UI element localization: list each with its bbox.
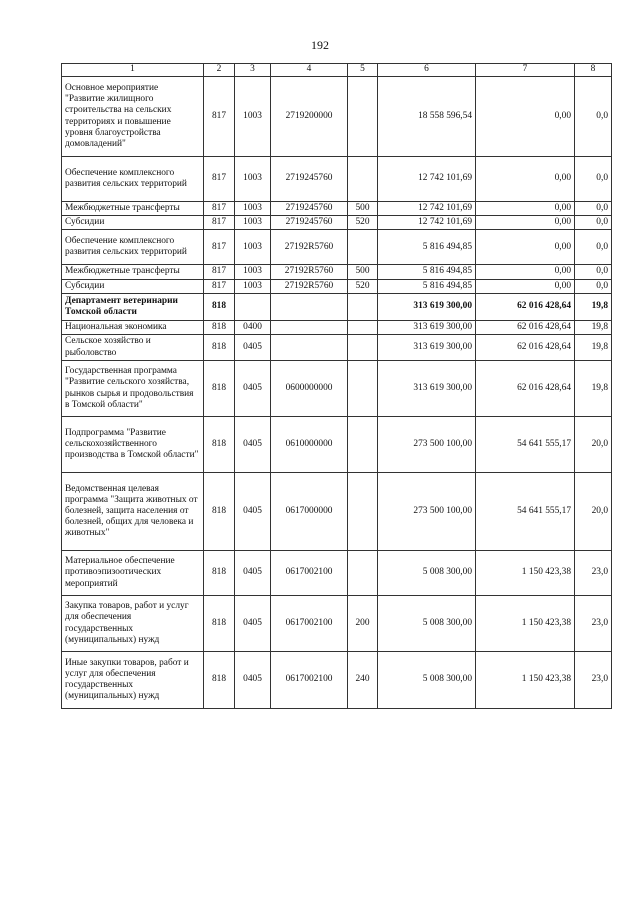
cell-expense-type: 500 <box>348 265 378 279</box>
cell-percent: 19,8 <box>575 293 612 320</box>
cell-percent: 0,0 <box>575 157 612 202</box>
cell-admin-code: 817 <box>204 230 235 265</box>
cell-actual-amount: 0,00 <box>476 279 575 293</box>
col-header: 2 <box>204 64 235 77</box>
cell-expense-type: 520 <box>348 279 378 293</box>
cell-percent: 19,8 <box>575 335 612 361</box>
cell-expense-type <box>348 361 378 417</box>
cell-name: Сельское хозяйство и рыболовство <box>62 335 204 361</box>
cell-admin-code: 817 <box>204 157 235 202</box>
table-row <box>62 279 612 293</box>
cell-plan-amount: 5 008 300,00 <box>378 596 476 652</box>
table-row <box>62 265 612 279</box>
cell-plan-amount: 12 742 101,69 <box>378 157 476 202</box>
cell-expense-type <box>348 417 378 473</box>
cell-section-code: 0405 <box>235 473 271 551</box>
cell-name: Основное мероприятие "Развитие жилищного строительства на сельских территориях и повышение уровня благоустройства домовладений" <box>62 77 204 157</box>
cell-admin-code: 818 <box>204 473 235 551</box>
table-row <box>62 320 612 334</box>
cell-section-code: 0405 <box>235 417 271 473</box>
cell-actual-amount: 1 150 423,38 <box>476 652 575 709</box>
cell-percent: 0,0 <box>575 216 612 230</box>
cell-actual-amount: 1 150 423,38 <box>476 596 575 652</box>
cell-target-code <box>271 335 348 361</box>
cell-plan-amount: 12 742 101,69 <box>378 216 476 230</box>
cell-target-code <box>271 293 348 320</box>
cell-section-code: 0405 <box>235 596 271 652</box>
col-header: 8 <box>575 64 612 77</box>
cell-section-code: 0405 <box>235 551 271 596</box>
cell-section-code: 0405 <box>235 652 271 709</box>
cell-plan-amount: 273 500 100,00 <box>378 417 476 473</box>
cell-expense-type <box>348 77 378 157</box>
cell-expense-type <box>348 473 378 551</box>
cell-expense-type: 240 <box>348 652 378 709</box>
cell-name: Материальное обеспечение противоэпизоотических мероприятий <box>62 551 204 596</box>
cell-name: Государственная программа "Развитие сельского хозяйства, рынков сырья и продовольствия в Томской области" <box>62 361 204 417</box>
cell-section-code: 1003 <box>235 202 271 216</box>
cell-percent: 23,0 <box>575 551 612 596</box>
cell-target-code: 0600000000 <box>271 361 348 417</box>
cell-name: Иные закупки товаров, работ и услуг для обеспечения государственных (муниципальных) нужд <box>62 652 204 709</box>
cell-actual-amount: 54 641 555,17 <box>476 417 575 473</box>
cell-target-code: 0617000000 <box>271 473 348 551</box>
cell-name: Межбюджетные трансферты <box>62 202 204 216</box>
cell-target-code: 27192R5760 <box>271 230 348 265</box>
cell-target-code: 2719245760 <box>271 202 348 216</box>
table-row <box>62 551 612 596</box>
cell-target-code: 0610000000 <box>271 417 348 473</box>
cell-target-code: 27192R5760 <box>271 265 348 279</box>
table-row <box>62 157 612 202</box>
table-row <box>62 335 612 361</box>
cell-admin-code: 817 <box>204 216 235 230</box>
table-row <box>62 77 612 157</box>
cell-plan-amount: 5 008 300,00 <box>378 652 476 709</box>
cell-percent: 23,0 <box>575 652 612 709</box>
cell-name: Ведомственная целевая программа "Защита животных от болезней, защита населения от болезней, общих для человека и животных" <box>62 473 204 551</box>
col-header: 3 <box>235 64 271 77</box>
cell-admin-code: 817 <box>204 265 235 279</box>
cell-name: Закупка товаров, работ и услуг для обеспечения государственных (муниципальных) нужд <box>62 596 204 652</box>
cell-expense-type <box>348 230 378 265</box>
cell-admin-code: 818 <box>204 652 235 709</box>
cell-name: Подпрограмма "Развитие сельскохозяйственного производства в Томской области" <box>62 417 204 473</box>
cell-target-code <box>271 320 348 334</box>
cell-name: Межбюджетные трансферты <box>62 265 204 279</box>
col-header: 4 <box>271 64 348 77</box>
cell-admin-code: 818 <box>204 335 235 361</box>
cell-actual-amount: 62 016 428,64 <box>476 293 575 320</box>
cell-actual-amount: 0,00 <box>476 157 575 202</box>
table-header-row <box>62 64 612 77</box>
cell-expense-type <box>348 293 378 320</box>
cell-expense-type: 200 <box>348 596 378 652</box>
cell-name: Субсидии <box>62 216 204 230</box>
cell-percent: 0,0 <box>575 230 612 265</box>
cell-admin-code: 817 <box>204 202 235 216</box>
cell-actual-amount: 62 016 428,64 <box>476 320 575 334</box>
col-header: 5 <box>348 64 378 77</box>
cell-admin-code: 817 <box>204 279 235 293</box>
cell-name: Субсидии <box>62 279 204 293</box>
cell-name: Департамент ветеринарии Томской области <box>62 293 204 320</box>
cell-expense-type: 520 <box>348 216 378 230</box>
page-number: 192 <box>311 38 329 52</box>
table-row <box>62 417 612 473</box>
col-header: 1 <box>62 64 204 77</box>
cell-actual-amount: 62 016 428,64 <box>476 361 575 417</box>
cell-plan-amount: 313 619 300,00 <box>378 293 476 320</box>
cell-plan-amount: 12 742 101,69 <box>378 202 476 216</box>
cell-target-code: 27192R5760 <box>271 279 348 293</box>
cell-target-code: 0617002100 <box>271 551 348 596</box>
cell-percent: 0,0 <box>575 265 612 279</box>
cell-expense-type <box>348 551 378 596</box>
cell-expense-type: 500 <box>348 202 378 216</box>
cell-target-code: 2719245760 <box>271 216 348 230</box>
cell-percent: 23,0 <box>575 596 612 652</box>
cell-target-code: 2719245760 <box>271 157 348 202</box>
cell-target-code: 0617002100 <box>271 652 348 709</box>
cell-plan-amount: 18 558 596,54 <box>378 77 476 157</box>
cell-target-code: 2719200000 <box>271 77 348 157</box>
cell-percent: 20,0 <box>575 417 612 473</box>
cell-actual-amount: 1 150 423,38 <box>476 551 575 596</box>
cell-admin-code: 818 <box>204 293 235 320</box>
cell-section-code: 1003 <box>235 230 271 265</box>
cell-percent: 20,0 <box>575 473 612 551</box>
cell-percent: 0,0 <box>575 279 612 293</box>
cell-admin-code: 818 <box>204 320 235 334</box>
cell-name: Национальная экономика <box>62 320 204 334</box>
table-row <box>62 361 612 417</box>
cell-target-code: 0617002100 <box>271 596 348 652</box>
cell-percent: 19,8 <box>575 361 612 417</box>
cell-plan-amount: 273 500 100,00 <box>378 473 476 551</box>
cell-expense-type <box>348 320 378 334</box>
table-row <box>62 473 612 551</box>
cell-section-code: 1003 <box>235 279 271 293</box>
cell-plan-amount: 313 619 300,00 <box>378 320 476 334</box>
table-row <box>62 216 612 230</box>
cell-expense-type <box>348 157 378 202</box>
table-row <box>62 230 612 265</box>
cell-actual-amount: 0,00 <box>476 202 575 216</box>
cell-section-code: 0405 <box>235 335 271 361</box>
table-row <box>62 652 612 709</box>
cell-section-code <box>235 293 271 320</box>
cell-actual-amount: 54 641 555,17 <box>476 473 575 551</box>
cell-name: Обеспечение комплексного развития сельских территорий <box>62 230 204 265</box>
cell-admin-code: 818 <box>204 551 235 596</box>
cell-plan-amount: 5 816 494,85 <box>378 265 476 279</box>
cell-actual-amount: 0,00 <box>476 216 575 230</box>
col-header: 6 <box>378 64 476 77</box>
table-body <box>62 77 612 709</box>
cell-section-code: 1003 <box>235 265 271 279</box>
cell-actual-amount: 0,00 <box>476 77 575 157</box>
cell-admin-code: 818 <box>204 417 235 473</box>
cell-name: Обеспечение комплексного развития сельских территорий <box>62 157 204 202</box>
cell-section-code: 1003 <box>235 157 271 202</box>
cell-admin-code: 818 <box>204 596 235 652</box>
cell-actual-amount: 0,00 <box>476 265 575 279</box>
cell-expense-type <box>348 335 378 361</box>
budget-table <box>61 63 612 709</box>
cell-admin-code: 818 <box>204 361 235 417</box>
cell-admin-code: 817 <box>204 77 235 157</box>
cell-plan-amount: 5 008 300,00 <box>378 551 476 596</box>
col-header: 7 <box>476 64 575 77</box>
cell-percent: 19,8 <box>575 320 612 334</box>
cell-actual-amount: 0,00 <box>476 230 575 265</box>
cell-section-code: 1003 <box>235 216 271 230</box>
table-row <box>62 293 612 320</box>
cell-section-code: 0405 <box>235 361 271 417</box>
cell-plan-amount: 313 619 300,00 <box>378 335 476 361</box>
cell-plan-amount: 313 619 300,00 <box>378 361 476 417</box>
cell-plan-amount: 5 816 494,85 <box>378 230 476 265</box>
cell-percent: 0,0 <box>575 202 612 216</box>
cell-percent: 0,0 <box>575 77 612 157</box>
table-row <box>62 202 612 216</box>
cell-section-code: 0400 <box>235 320 271 334</box>
cell-section-code: 1003 <box>235 77 271 157</box>
cell-plan-amount: 5 816 494,85 <box>378 279 476 293</box>
table-row <box>62 596 612 652</box>
cell-actual-amount: 62 016 428,64 <box>476 335 575 361</box>
